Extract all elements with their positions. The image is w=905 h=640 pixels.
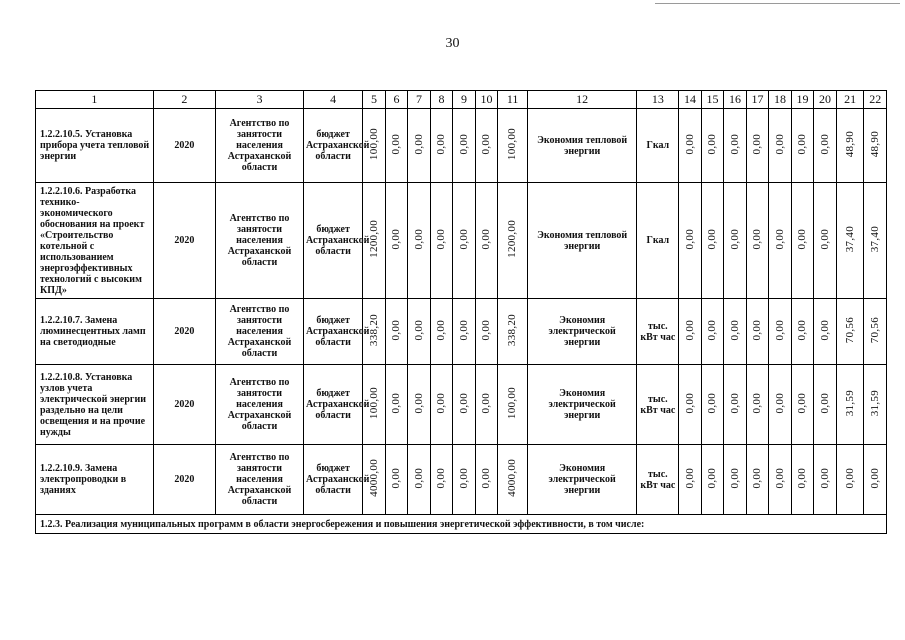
cell-value: 0,00: [480, 319, 493, 341]
cell-value: 31,59: [868, 389, 881, 417]
cell-col-15: [701, 183, 724, 299]
cell-value: 0,00: [728, 467, 741, 489]
cell-col-10: [475, 365, 498, 445]
cell-value: 0,00: [480, 228, 493, 250]
cell-year: 2020: [153, 299, 215, 365]
cell-unit: Гкал: [637, 183, 679, 299]
cell-source: бюджет Астраханской области: [303, 109, 362, 183]
cell-value: 0,00: [435, 467, 448, 489]
cell-year: 2020: [153, 109, 215, 183]
cell-value: 100,00: [367, 386, 380, 420]
cell-value: 0,00: [751, 392, 764, 414]
cell-col-6: [385, 365, 408, 445]
cell-col-10: [475, 299, 498, 365]
cell-value: 0,00: [706, 467, 719, 489]
column-number-17: 17: [746, 91, 769, 109]
cell-value: 1200,00: [506, 220, 519, 258]
cell-col-19: [791, 365, 814, 445]
cell-value: 0,00: [412, 467, 425, 489]
cell-value: 0,00: [412, 228, 425, 250]
column-number-22: 22: [864, 91, 887, 109]
cell-value: 0,00: [751, 133, 764, 155]
section-heading: 1.2.3. Реализация муниципальных программ в области энергосбережения и повышения энергетической эффективности, в том числе:: [36, 515, 887, 534]
cell-value: 0,00: [818, 319, 831, 341]
cell-col-6: [385, 109, 408, 183]
cell-value: 0,00: [412, 319, 425, 341]
cell-value: 0,00: [773, 392, 786, 414]
cell-col-8: [430, 445, 453, 515]
cell-value: 100,00: [506, 386, 519, 420]
cell-col-8: [430, 365, 453, 445]
table-row: [36, 365, 887, 445]
cell-col-16: [724, 445, 747, 515]
column-number-8: 8: [430, 91, 453, 109]
cell-value: 0,00: [728, 319, 741, 341]
cell-value: 0,00: [706, 319, 719, 341]
cell-value: 0,00: [457, 228, 470, 250]
cell-value: 0,00: [457, 392, 470, 414]
cell-value: 0,00: [751, 467, 764, 489]
cell-col-18: [769, 445, 792, 515]
cell-col-21: [836, 445, 864, 515]
column-number-7: 7: [408, 91, 431, 109]
cell-col-21: [836, 183, 864, 299]
program-table: [35, 90, 887, 534]
cell-col-16: [724, 365, 747, 445]
cell-col-9: [453, 299, 476, 365]
cell-value: 338,20: [367, 313, 380, 347]
cell-value: 0,00: [390, 133, 403, 155]
cell-col-17: [746, 299, 769, 365]
cell-value: 0,00: [480, 392, 493, 414]
cell-col-17: [746, 183, 769, 299]
cell-value: 0,00: [683, 319, 696, 341]
cell-year: 2020: [153, 445, 215, 515]
cell-indicator: Экономия тепловой энергии: [527, 183, 636, 299]
cell-value: 0,00: [390, 467, 403, 489]
cell-value: 0,00: [457, 133, 470, 155]
cell-col-9: [453, 183, 476, 299]
cell-col-21: [836, 299, 864, 365]
cell-col-20: [814, 445, 837, 515]
cell-name: 1.2.2.10.5. Установка прибора учета тепловой энергии: [36, 109, 154, 183]
column-number-14: 14: [679, 91, 702, 109]
cell-col-8: [430, 299, 453, 365]
cell-col-15: [701, 445, 724, 515]
cell-value: 48,90: [868, 130, 881, 158]
cell-value: 0,00: [390, 319, 403, 341]
cell-value: 338,20: [506, 313, 519, 347]
section-row: [36, 515, 887, 534]
cell-value: 70,56: [843, 316, 856, 344]
cell-col-15: [701, 365, 724, 445]
cell-value: 0,00: [683, 228, 696, 250]
column-number-10: 10: [475, 91, 498, 109]
cell-value: 0,00: [390, 228, 403, 250]
column-number-21: 21: [836, 91, 864, 109]
cell-col-22: [864, 109, 887, 183]
cell-indicator: Экономия электрической энергии: [527, 365, 636, 445]
cell-unit: тыс. кВт час: [637, 365, 679, 445]
cell-col-14: [679, 109, 702, 183]
cell-col-17: [746, 445, 769, 515]
cell-value: 70,56: [868, 316, 881, 344]
cell-source: бюджет Астраханской области: [303, 365, 362, 445]
cell-col-22: [864, 299, 887, 365]
cell-value: 1200,00: [367, 220, 380, 258]
cell-value: 0,00: [751, 228, 764, 250]
cell-value: 0,00: [818, 228, 831, 250]
column-number-16: 16: [724, 91, 747, 109]
cell-col-16: [724, 109, 747, 183]
cell-col-19: [791, 299, 814, 365]
cell-col-11: [498, 445, 528, 515]
header-row: [36, 91, 887, 109]
column-number-2: 2: [153, 91, 215, 109]
cell-col-9: [453, 445, 476, 515]
cell-executor: Агентство по занятости населения Астраханской области: [216, 109, 304, 183]
cell-value: 0,00: [457, 467, 470, 489]
cell-value: 0,00: [773, 467, 786, 489]
cell-value: 4000,00: [506, 459, 519, 497]
cell-year: 2020: [153, 365, 215, 445]
column-number-19: 19: [791, 91, 814, 109]
cell-unit: тыс. кВт час: [637, 445, 679, 515]
cell-col-7: [408, 365, 431, 445]
cell-col-11: [498, 183, 528, 299]
cell-value: 100,00: [506, 127, 519, 161]
column-number-11: 11: [498, 91, 528, 109]
cell-col-19: [791, 109, 814, 183]
cell-col-9: [453, 109, 476, 183]
cell-col-22: [864, 183, 887, 299]
cell-value: 0,00: [390, 392, 403, 414]
cell-value: 0,00: [683, 133, 696, 155]
cell-col-7: [408, 183, 431, 299]
cell-value: 0,00: [412, 392, 425, 414]
cell-source: бюджет Астраханской области: [303, 445, 362, 515]
cell-col-20: [814, 299, 837, 365]
cell-name: 1.2.2.10.9. Замена электропроводки в зданиях: [36, 445, 154, 515]
cell-col-7: [408, 445, 431, 515]
cell-value: 0,00: [728, 133, 741, 155]
page-number: 30: [445, 36, 460, 51]
column-number-18: 18: [769, 91, 792, 109]
cell-name: 1.2.2.10.7. Замена люминесцентных ламп на светодиодные: [36, 299, 154, 365]
cell-col-6: [385, 445, 408, 515]
cell-value: 0,00: [818, 467, 831, 489]
cell-value: 0,00: [773, 133, 786, 155]
cell-col-22: [864, 365, 887, 445]
cell-col-7: [408, 109, 431, 183]
cell-col-14: [679, 299, 702, 365]
cell-col-9: [453, 365, 476, 445]
cell-value: 0,00: [706, 392, 719, 414]
cell-value: 0,00: [796, 133, 809, 155]
cell-name: 1.2.2.10.6. Разработка технико-экономического обоснования на проект «Строительство котельной с использованием энергоэффективных технологий с высоким КПД»: [36, 183, 154, 299]
cell-col-15: [701, 299, 724, 365]
column-number-5: 5: [363, 91, 386, 109]
column-number-20: 20: [814, 91, 837, 109]
cell-value: 0,00: [480, 133, 493, 155]
cell-value: 0,00: [683, 392, 696, 414]
cell-value: 0,00: [773, 228, 786, 250]
table-row: [36, 445, 887, 515]
top-rule: [655, 3, 900, 4]
cell-indicator: Экономия тепловой энергии: [527, 109, 636, 183]
cell-value: 0,00: [435, 319, 448, 341]
cell-col-19: [791, 445, 814, 515]
cell-value: 0,00: [412, 133, 425, 155]
cell-value: 0,00: [868, 467, 881, 489]
cell-indicator: Экономия электрической энергии: [527, 445, 636, 515]
cell-executor: Агентство по занятости населения Астраханской области: [216, 183, 304, 299]
cell-col-8: [430, 183, 453, 299]
cell-indicator: Экономия электрической энергии: [527, 299, 636, 365]
cell-executor: Агентство по занятости населения Астраханской области: [216, 365, 304, 445]
cell-col-18: [769, 365, 792, 445]
cell-value: 0,00: [728, 392, 741, 414]
cell-value: 0,00: [435, 228, 448, 250]
cell-col-16: [724, 183, 747, 299]
table-row: [36, 109, 887, 183]
cell-executor: Агентство по занятости населения Астраханской области: [216, 445, 304, 515]
cell-value: 0,00: [796, 392, 809, 414]
column-number-12: 12: [527, 91, 636, 109]
cell-value: 0,00: [457, 319, 470, 341]
cell-executor: Агентство по занятости населения Астраханской области: [216, 299, 304, 365]
cell-value: 0,00: [706, 133, 719, 155]
cell-col-6: [385, 183, 408, 299]
cell-col-16: [724, 299, 747, 365]
cell-value: 4000,00: [367, 459, 380, 497]
column-number-9: 9: [453, 91, 476, 109]
cell-value: 0,00: [796, 467, 809, 489]
cell-col-18: [769, 299, 792, 365]
cell-col-17: [746, 109, 769, 183]
cell-value: 0,00: [728, 228, 741, 250]
cell-value: 48,90: [843, 130, 856, 158]
cell-value: 0,00: [435, 392, 448, 414]
cell-col-20: [814, 365, 837, 445]
cell-col-10: [475, 109, 498, 183]
column-number-4: 4: [303, 91, 362, 109]
cell-col-7: [408, 299, 431, 365]
column-number-1: 1: [36, 91, 154, 109]
cell-col-21: [836, 365, 864, 445]
cell-col-14: [679, 183, 702, 299]
cell-col-20: [814, 109, 837, 183]
cell-col-14: [679, 365, 702, 445]
column-number-13: 13: [637, 91, 679, 109]
column-number-15: 15: [701, 91, 724, 109]
column-number-3: 3: [216, 91, 304, 109]
cell-value: 0,00: [751, 319, 764, 341]
cell-year: 2020: [153, 183, 215, 299]
cell-unit: Гкал: [637, 109, 679, 183]
cell-value: 0,00: [683, 467, 696, 489]
cell-col-21: [836, 109, 864, 183]
cell-col-18: [769, 183, 792, 299]
cell-col-14: [679, 445, 702, 515]
cell-col-10: [475, 445, 498, 515]
table-row: [36, 299, 887, 365]
cell-value: 0,00: [818, 392, 831, 414]
cell-source: бюджет Астраханской области: [303, 183, 362, 299]
cell-value: 0,00: [843, 467, 856, 489]
cell-col-19: [791, 183, 814, 299]
cell-value: 0,00: [773, 319, 786, 341]
cell-value: 37,40: [843, 225, 856, 253]
cell-unit: тыс. кВт час: [637, 299, 679, 365]
cell-col-18: [769, 109, 792, 183]
cell-col-22: [864, 445, 887, 515]
cell-value: 0,00: [435, 133, 448, 155]
cell-col-8: [430, 109, 453, 183]
cell-value: 37,40: [868, 225, 881, 253]
cell-value: 0,00: [480, 467, 493, 489]
cell-name: 1.2.2.10.8. Установка узлов учета электрической энергии раздельно на цели освещения и на прочие нужды: [36, 365, 154, 445]
cell-value: 0,00: [796, 228, 809, 250]
cell-source: бюджет Астраханской области: [303, 299, 362, 365]
cell-col-6: [385, 299, 408, 365]
cell-col-11: [498, 109, 528, 183]
cell-col-10: [475, 183, 498, 299]
table-row: [36, 183, 887, 299]
cell-value: 100,00: [367, 127, 380, 161]
cell-col-11: [498, 299, 528, 365]
cell-value: 0,00: [796, 319, 809, 341]
cell-value: 0,00: [818, 133, 831, 155]
cell-col-11: [498, 365, 528, 445]
cell-value: 0,00: [706, 228, 719, 250]
cell-col-20: [814, 183, 837, 299]
cell-col-15: [701, 109, 724, 183]
cell-col-17: [746, 365, 769, 445]
cell-value: 31,59: [843, 389, 856, 417]
column-number-6: 6: [385, 91, 408, 109]
